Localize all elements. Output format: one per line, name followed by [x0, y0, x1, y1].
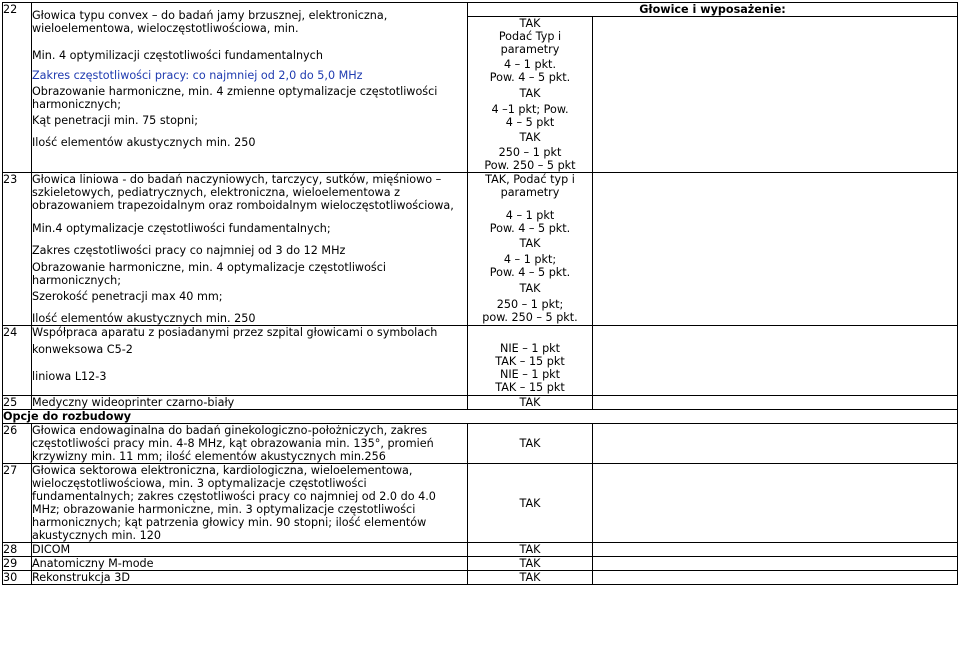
- row-number: 30: [3, 571, 32, 585]
- equipment-spec-table: [2, 2, 958, 585]
- section-row: [3, 410, 958, 424]
- row-number: 22: [3, 3, 32, 173]
- row-number: 24: [3, 326, 32, 396]
- row-description: Współpraca aparatu z posiadanymi przez szpital głowicami o symbolach konweksowa C5-2 liniowa L12-3: [32, 326, 468, 396]
- row-value: TAK: [468, 396, 593, 410]
- row-description: Anatomiczny M-mode: [32, 557, 468, 571]
- empty-cell: [593, 571, 958, 585]
- row-value: TAK: [468, 464, 593, 543]
- empty-cell: [593, 557, 958, 571]
- row-value: TAK: [468, 424, 593, 464]
- empty-cell: [593, 173, 958, 326]
- row-description: Medyczny wideoprinter czarno-biały: [32, 396, 468, 410]
- spec-row-29: [3, 557, 958, 571]
- row-value: NIE – 1 pkt TAK – 15 pkt NIE – 1 pkt TAK – 15 pkt: [468, 326, 593, 396]
- row-value: TAK: [468, 571, 593, 585]
- row-description: Głowica liniowa - do badań naczyniowych, tarczycy, sutków, mięśniowo – szkieletowych, pediatrycznych, elektroniczna, wieloelementowa z obrazowaniem trapezoidalnym oraz romboidalnym wieloczęstotliwościowa, Min.4 optymalizacje częstotliwości fundamentalnych; Zakres częstotliwości pracy co najmniej od 3 do 12 MHz Obrazowanie harmoniczne, min. 4 optymalizacje częstotliwości harmonicznych; Szerokość penetracji max 40 mm; Ilość elementów akustycznych min. 250: [32, 173, 468, 326]
- spec-row-25: [3, 396, 958, 410]
- row-description: Głowica sektorowa elektroniczna, kardiologiczna, wieloelementowa, wieloczęstotliwościowa, min. 3 optymalizacje częstotliwości fundamentalnych; zakres częstotliwości pracy co najmniej od 2.0 do 4.0 MHz; obrazowanie harmoniczne, min. 3 optymalizacje częstotliwości harmonicznych; kąt patrzenia głowicy min. 90 stopni; ilość elementów akustycznych min. 120: [32, 464, 468, 543]
- spec-row-24: [3, 326, 958, 396]
- row-description: DICOM: [32, 543, 468, 557]
- empty-cell: [593, 17, 958, 173]
- empty-cell: [593, 424, 958, 464]
- section-title: Głowice i wyposażenie:: [468, 3, 958, 17]
- spec-row-28: [3, 543, 958, 557]
- row-value: TAK, Podać typ i parametry 4 – 1 pkt Pow. 4 – 5 pkt. TAK 4 – 1 pkt; Pow. 4 – 5 pkt. TAK 250 – 1 pkt; pow. 250 – 5 pkt.: [468, 173, 593, 326]
- row-value: TAK: [468, 557, 593, 571]
- empty-cell: [593, 543, 958, 557]
- spec-row-26: [3, 424, 958, 464]
- empty-cell: [593, 326, 958, 396]
- row-description: Rekonstrukcja 3D: [32, 571, 468, 585]
- row-number: 25: [3, 396, 32, 410]
- row-number: 23: [3, 173, 32, 326]
- row-number: 26: [3, 424, 32, 464]
- row-number: 27: [3, 464, 32, 543]
- spec-row-27: [3, 464, 958, 543]
- row-number: 29: [3, 557, 32, 571]
- spec-row-22: [3, 3, 958, 17]
- row-description: Głowica endowaginalna do badań ginekologiczno-położniczych, zakres częstotliwości pracy min. 4-8 MHz, kąt obrazowania min. 135°, promień krzywizny min. 11 mm; ilość elementów akustycznych min.256: [32, 424, 468, 464]
- empty-cell: [593, 464, 958, 543]
- row-value: TAK: [468, 543, 593, 557]
- spec-row-23: [3, 173, 958, 326]
- row-description: Głowica typu convex – do badań jamy brzusznej, elektroniczna, wieloelementowa, wieloczęstotliwościowa, min. Min. 4 optymilizacji częstotliwości fundamentalnych Zakres częstotliwości pracy: co najmniej od 2,0 do 5,0 MHz Obrazowanie harmoniczne, min. 4 zmienne optymalizacje częstotliwości harmonicznych; Kąt penetracji min. 75 stopni; Ilość elementów akustycznych min. 250: [32, 3, 468, 173]
- spec-row-30: [3, 571, 958, 585]
- section-heading-options: Opcje do rozbudowy: [3, 410, 958, 424]
- row-number: 28: [3, 543, 32, 557]
- empty-cell: [593, 396, 958, 410]
- row-value: TAK Podać Typ i parametry 4 – 1 pkt. Pow. 4 – 5 pkt. TAK 4 –1 pkt; Pow. 4 – 5 pkt TAK 250 – 1 pkt Pow. 250 – 5 pkt: [468, 17, 593, 173]
